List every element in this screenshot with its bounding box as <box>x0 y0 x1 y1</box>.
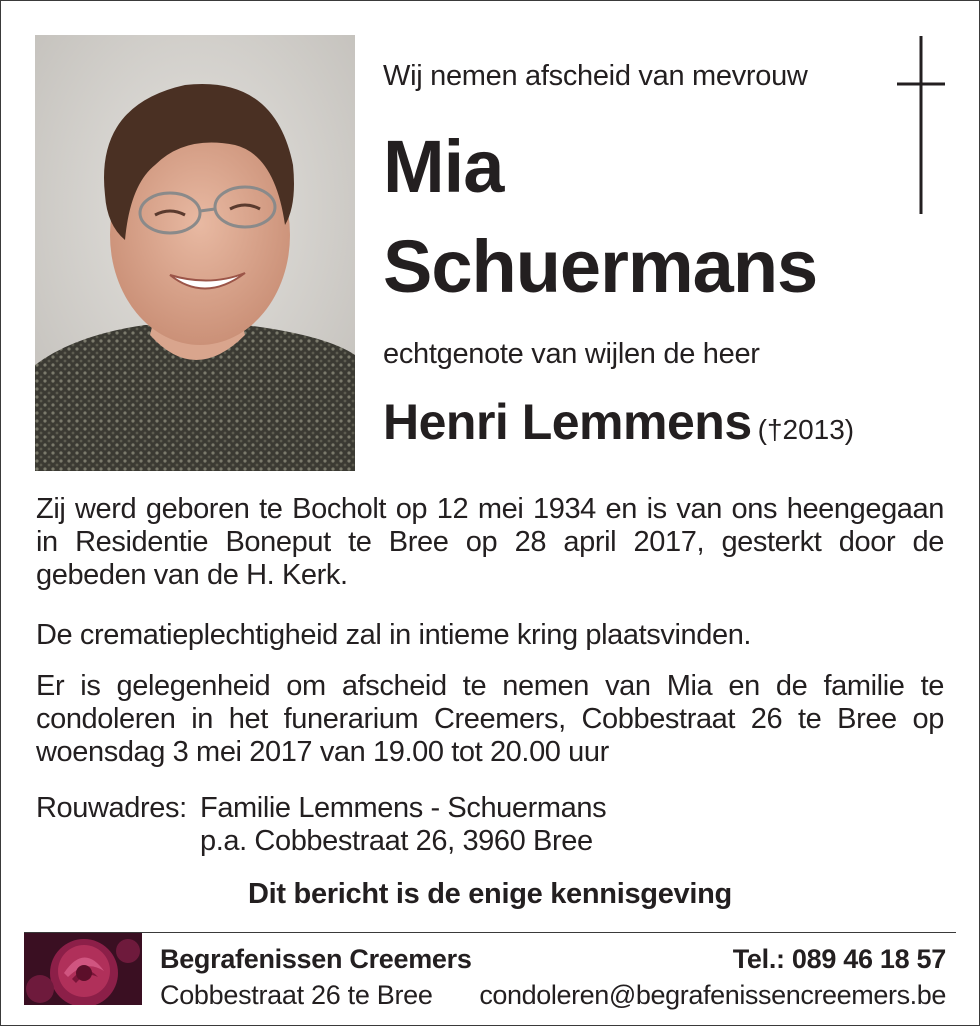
funeral-home-email[interactable]: condoleren@begrafenissencreemers.be <box>479 980 946 1010</box>
funeral-home-name: Begrafenissen Creemers <box>160 944 472 974</box>
rose-image <box>24 933 142 1005</box>
intro-text: Wij nemen afscheid van mevrouw <box>383 60 808 92</box>
spouse-name: Henri Lemmens <box>383 394 752 450</box>
cremation-paragraph: De crematieplechtigheid zal in intieme kring plaatsvinden. <box>36 619 752 651</box>
birth-death-paragraph: Zij werd geboren te Bocholt op 12 mei 1934 en is van ons heengegaan in Residentie Boneput te Bree op 28 april 2017, gesterkt door de gebeden van de H. Kerk. <box>36 493 944 591</box>
mourning-address-line2: p.a. Cobbestraat 26, 3960 Bree <box>200 825 593 857</box>
visitation-paragraph: Er is gelegenheid om afscheid te nemen van Mia en de familie te condoleren in het funerarium Creemers, Cobbestraat 26 te Bree op woensdag 3 mei 2017 van 19.00 tot 20.00 uur <box>36 670 944 768</box>
funeral-home-address: Cobbestraat 26 te Bree <box>160 980 433 1010</box>
spouse-line <box>383 393 854 451</box>
mourning-address-line1: Familie Lemmens - Schuermans <box>200 792 607 824</box>
mourning-address-label: Rouwadres: <box>36 792 187 824</box>
cross-icon <box>896 36 946 214</box>
footer-divider <box>24 932 956 933</box>
deceased-first-name: Mia <box>383 125 504 208</box>
funeral-home-phone: Tel.: 089 46 18 57 <box>732 944 946 974</box>
portrait-photo <box>35 35 355 471</box>
deceased-last-name: Schuermans <box>383 225 818 308</box>
spouse-intro-text: echtgenote van wijlen de heer <box>383 338 760 370</box>
closing-statement: Dit bericht is de enige kennisgeving <box>248 878 732 910</box>
spouse-death-year: (†2013) <box>757 414 855 445</box>
